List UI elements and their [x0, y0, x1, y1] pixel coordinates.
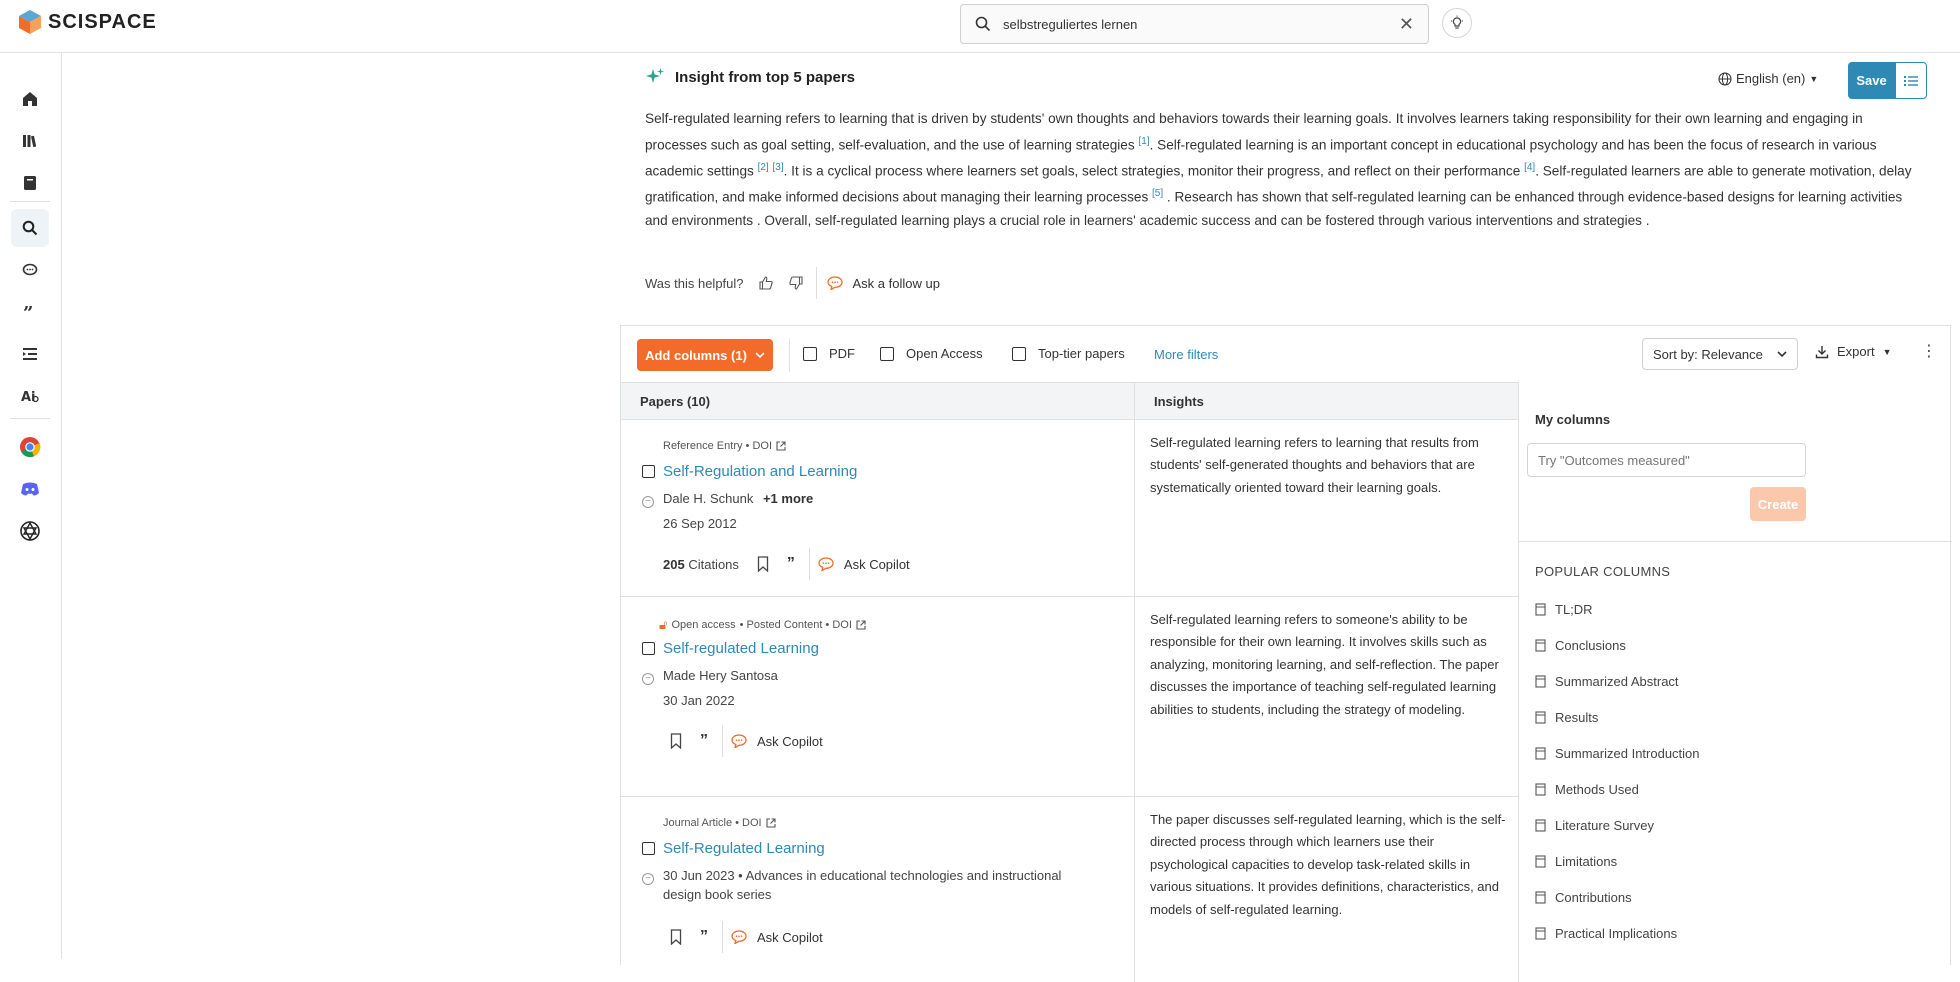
- citation-ref[interactable]: [1]: [1138, 135, 1150, 147]
- column-icon: [1535, 711, 1546, 724]
- chat-pdf-button[interactable]: [11, 251, 49, 289]
- paraphrase-icon: [21, 345, 39, 363]
- literature-review-button[interactable]: [11, 209, 49, 247]
- chat-bubble-icon: [731, 930, 747, 944]
- chat-bubble-icon: [731, 734, 747, 748]
- clear-search-icon[interactable]: ✕: [1398, 13, 1414, 34]
- add-columns-button[interactable]: [637, 339, 773, 371]
- popular-column-label: Limitations: [1555, 854, 1618, 869]
- checkbox[interactable]: [1012, 347, 1026, 361]
- paper-title-link[interactable]: Self-regulated Learning: [663, 640, 819, 657]
- paper-authors: [663, 491, 813, 506]
- column-icon: [1535, 639, 1546, 652]
- discord-button[interactable]: [11, 470, 49, 508]
- my-columns-title: My columns: [1535, 412, 1611, 427]
- notebook-button[interactable]: [11, 164, 49, 202]
- create-column-button[interactable]: Create: [1750, 487, 1806, 521]
- papers-column-header[interactable]: Papers (10): [640, 394, 711, 409]
- collapse-icon[interactable]: −: [642, 496, 654, 508]
- ask-copilot-button[interactable]: [818, 557, 910, 572]
- caret-down-icon: ▼: [1882, 346, 1892, 357]
- openai-plugin-button[interactable]: [11, 512, 49, 550]
- chat-bubble-icon: [818, 557, 834, 571]
- popular-column-item[interactable]: [1535, 890, 1632, 905]
- select-paper-checkbox[interactable]: [642, 642, 655, 655]
- export-label: Export: [1837, 344, 1875, 359]
- collapse-icon[interactable]: −: [642, 673, 654, 685]
- column-icon: [1535, 747, 1546, 760]
- discord-icon: [20, 481, 40, 497]
- paper-insight: The paper discusses self-regulated learning, which is the self-directed process through which learners use their psychological capacities to develop task-related skills in various situations. It provides definitions, characteristics, and models of self-regulated learning.: [1150, 812, 1506, 917]
- library-icon: [21, 132, 39, 150]
- search-bar[interactable]: [960, 4, 1429, 44]
- filter-label: PDF: [829, 346, 855, 361]
- feedback-row: [645, 271, 940, 295]
- svg-text:Ai: Ai: [21, 390, 36, 405]
- column-icon: [1535, 675, 1546, 688]
- paper-insight: Self-regulated learning refers to learning that results from students' self-generated thoughts and behaviors that are systematically oriented toward their learning goals.: [1150, 435, 1479, 495]
- open-access-icon: 🔓︎: [659, 617, 668, 632]
- paper-meta: [659, 617, 866, 633]
- popular-columns-title: POPULAR COLUMNS: [1535, 564, 1671, 579]
- search-input[interactable]: [1003, 17, 1399, 32]
- sparkle-icon: [645, 67, 665, 87]
- citation-ref[interactable]: [5]: [1152, 188, 1164, 200]
- paraphraser-button[interactable]: [11, 335, 49, 373]
- popular-column-label: Conclusions: [1555, 638, 1626, 653]
- thumbs-up-icon[interactable]: [758, 275, 774, 291]
- citations-label: Citations: [688, 556, 739, 572]
- author-name: Dale H. Schunk: [663, 491, 754, 506]
- table-header: [621, 382, 1519, 420]
- save-button[interactable]: Save: [1848, 62, 1895, 99]
- insight-title: Insight from top 5 papers: [675, 68, 856, 86]
- ai-detector-icon: [20, 387, 40, 405]
- popular-column-label: Results: [1555, 710, 1599, 725]
- language-select[interactable]: [1718, 71, 1818, 86]
- popular-column-item[interactable]: [1535, 602, 1593, 617]
- sort-label: Sort by: Relevance: [1653, 346, 1763, 362]
- collapse-icon[interactable]: −: [642, 873, 654, 885]
- column-icon: [1535, 891, 1546, 904]
- insight-text-segment: . Self-regulated learning is an important concept in educational psychology and has been the focus of research in various academic settings: [645, 137, 1877, 179]
- divider: [722, 725, 723, 757]
- my-columns-panel: [1519, 382, 1952, 982]
- insight-text-segment: Self-regulated learning refers to learning that is driven by students' own thoughts and behaviors towards their learning goals. It involves learners taking responsibility for their own learning and engaging in processes such as goal setting, self-evaluation, and the use of learning strategies: [645, 111, 1863, 153]
- insight-text-segment: . Self-regulated learners are able to generate motivation, delay gratification, and make informed decisions about managing their learning processes: [645, 163, 1912, 205]
- globe-icon: [1718, 72, 1732, 86]
- popular-column-item[interactable]: [1535, 674, 1679, 689]
- divider: [722, 921, 723, 953]
- chevron-down-icon: ▼: [1809, 73, 1819, 84]
- copilot-label: Ask Copilot: [757, 929, 823, 945]
- ai-detector-button[interactable]: [11, 377, 49, 415]
- author-name: Made Hery Santosa: [663, 668, 778, 683]
- bookmark-icon[interactable]: [757, 556, 769, 572]
- sidebar-divider: [10, 418, 50, 419]
- table-row: [621, 597, 1519, 797]
- popular-column-item[interactable]: [1535, 782, 1639, 797]
- citation-ref[interactable]: [4]: [1524, 162, 1536, 174]
- insight-summary: [645, 108, 1925, 233]
- popular-column-label: Contributions: [1555, 890, 1632, 905]
- column-icon: [1535, 783, 1546, 796]
- search-sparkle-icon: [21, 219, 39, 237]
- search-icon: [975, 16, 991, 32]
- chevron-down-icon: [1777, 350, 1787, 358]
- paper-authors: [663, 668, 778, 683]
- insight-text-segment: . Research has shown that self-regulated learning can be enhanced through evidence-based designs for learning activities and environments . Overall, self-regulated learning plays a crucial role in learners' academic success and can be fostered through various interventions and strategies .: [645, 189, 1903, 228]
- quote-icon[interactable]: ”: [700, 928, 708, 945]
- left-sidebar: [0, 53, 62, 959]
- select-paper-checkbox[interactable]: [642, 465, 655, 478]
- ask-copilot-button[interactable]: [731, 930, 823, 945]
- paper-type: Journal Article • DOI: [663, 817, 762, 829]
- popular-column-item[interactable]: [1535, 638, 1626, 653]
- list-icon: [1903, 74, 1919, 88]
- language-label: English (en): [1736, 71, 1806, 86]
- paper-title-link[interactable]: Self-Regulated Learning: [663, 840, 825, 857]
- lightbulb-button[interactable]: [1442, 8, 1472, 38]
- popular-column-label: Methods Used: [1555, 782, 1639, 797]
- popular-column-item[interactable]: [1535, 818, 1654, 833]
- filter-label: Top-tier papers: [1038, 346, 1125, 361]
- logo[interactable]: [18, 9, 157, 35]
- chevron-down-icon: [755, 351, 765, 359]
- popular-column-item[interactable]: [1535, 854, 1617, 869]
- paper-type: Reference Entry • DOI: [663, 440, 773, 452]
- chat-bubble-icon: [827, 276, 843, 290]
- paper-date: 30 Jan 2022: [663, 693, 735, 708]
- popular-column-item[interactable]: [1535, 710, 1598, 725]
- chrome-icon: [19, 436, 41, 458]
- paper-meta: [663, 817, 776, 829]
- lightbulb-icon: [1449, 15, 1465, 31]
- external-link-icon[interactable]: [776, 441, 786, 451]
- paper-date: 26 Sep 2012: [663, 516, 737, 531]
- custom-column-input[interactable]: [1527, 443, 1806, 477]
- toolbar-divider: [789, 338, 790, 372]
- popular-column-label: Summarized Introduction: [1555, 746, 1700, 761]
- results-toolbar: [621, 326, 1950, 382]
- quote-icon: [21, 303, 39, 321]
- brand-name: SCISPACE: [48, 10, 157, 33]
- external-link-icon[interactable]: [766, 818, 776, 828]
- paper-insight: Self-regulated learning refers to someone's ability to be responsible for their own learning. It involves skills such as analyzing, monitoring learning, and self-reflection. The paper discusses the importance of teaching self-regulated learning abilities to students, including the strategy of modeling.: [1150, 612, 1499, 717]
- sort-select[interactable]: [1642, 338, 1798, 370]
- ask-copilot-button[interactable]: [731, 734, 823, 749]
- helpful-label: Was this helpful?: [645, 275, 744, 291]
- insight-header: [645, 67, 855, 87]
- divider: [1519, 541, 1952, 542]
- popular-column-label: Literature Survey: [1555, 818, 1654, 833]
- select-paper-checkbox[interactable]: [642, 842, 655, 855]
- export-button[interactable]: [1815, 344, 1892, 359]
- column-icon: [1535, 927, 1546, 940]
- table-row: [621, 420, 1519, 597]
- filter-pdf[interactable]: [803, 346, 855, 361]
- more-filters-link[interactable]: More filters: [1154, 347, 1219, 362]
- quote-icon[interactable]: ”: [786, 555, 795, 572]
- bookmark-icon[interactable]: [670, 929, 682, 945]
- quote-icon[interactable]: ”: [700, 732, 708, 749]
- paper-actions: [670, 725, 823, 757]
- results-panel: [620, 325, 1951, 965]
- home-icon: [21, 90, 39, 108]
- checkbox[interactable]: [880, 347, 894, 361]
- copilot-label: Ask Copilot: [757, 733, 823, 749]
- open-access-label: Open access: [671, 619, 736, 631]
- citations-count: [663, 557, 739, 572]
- insight-text-segment: . It is a cyclical process where learners set goals, select strategies, monitor their progress, and reflect on their performance: [783, 163, 1525, 179]
- scispace-logo-icon: [18, 9, 42, 35]
- citation-ref[interactable]: [3]: [772, 162, 784, 174]
- list-view-button[interactable]: [1895, 62, 1927, 99]
- chrome-extension-button[interactable]: [11, 428, 49, 466]
- filter-open-access[interactable]: [880, 346, 983, 361]
- external-link-icon[interactable]: [856, 620, 866, 630]
- citations-number: 205: [663, 556, 685, 572]
- svg-text:”: ”: [23, 303, 34, 321]
- ask-followup-button[interactable]: [827, 276, 940, 291]
- paper-actions: [670, 921, 823, 953]
- insights-column-header[interactable]: Insights: [1154, 394, 1204, 409]
- divider: [816, 267, 817, 299]
- popular-column-item[interactable]: [1535, 926, 1677, 941]
- add-columns-label: Add columns (1): [645, 347, 747, 363]
- thumbs-down-icon[interactable]: [788, 275, 804, 291]
- popular-column-item[interactable]: [1535, 746, 1700, 761]
- bookmark-icon[interactable]: [670, 733, 682, 749]
- paper-actions: [663, 548, 910, 580]
- top-bar: [0, 0, 1960, 53]
- paper-title-link[interactable]: Self-Regulation and Learning: [663, 463, 858, 480]
- citation-button[interactable]: [11, 293, 49, 331]
- library-button[interactable]: [11, 122, 49, 160]
- paper-date: 30 Jun 2023 • Advances in educational technologies and instructional design book series: [663, 868, 1062, 902]
- home-button[interactable]: [11, 80, 49, 118]
- filter-label: Open Access: [906, 346, 983, 361]
- filter-top-tier[interactable]: [1012, 346, 1125, 361]
- column-icon: [1535, 855, 1546, 868]
- copilot-label: Ask Copilot: [843, 556, 910, 572]
- popular-column-label: TL;DR: [1555, 602, 1593, 617]
- more-authors[interactable]: +1 more: [762, 491, 814, 506]
- notebook-icon: [21, 174, 39, 192]
- popular-column-label: Summarized Abstract: [1555, 674, 1679, 689]
- chat-icon: [21, 261, 39, 279]
- column-icon: [1535, 819, 1546, 832]
- download-icon: [1815, 345, 1829, 359]
- citation-ref[interactable]: [2]: [757, 162, 769, 174]
- column-icon: [1535, 603, 1546, 616]
- table-row: [621, 797, 1519, 967]
- checkbox[interactable]: [803, 347, 817, 361]
- popular-column-label: Practical Implications: [1555, 926, 1678, 941]
- sidebar-divider: [10, 201, 50, 202]
- more-options-icon[interactable]: ⋮: [1921, 343, 1937, 360]
- followup-label: Ask a follow up: [852, 275, 940, 291]
- paper-meta: [663, 440, 786, 452]
- openai-icon: [19, 520, 41, 542]
- divider: [809, 548, 810, 580]
- paper-type: • Posted Content • DOI: [739, 619, 852, 631]
